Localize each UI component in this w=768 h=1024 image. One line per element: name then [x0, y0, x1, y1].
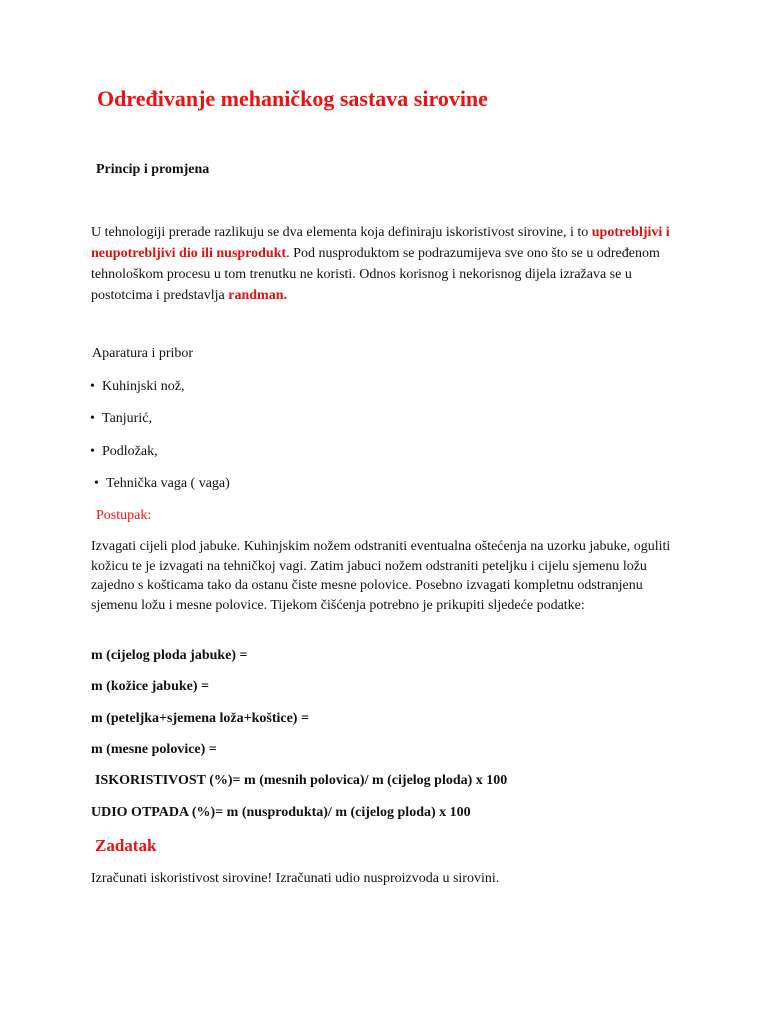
- yield-formula: ISKORISTIVOST (%)= m (mesnih polovica)/ m (cijelog ploda) x 100: [95, 773, 508, 788]
- measurement-line: m (peteljka+sjemena loža+koštice) =: [91, 711, 309, 726]
- intro-text-2: . Pod nusproduktom se podrazumijeva sve ono što se u određenom tehnološkom procesu u tom trenutku ne koristi. Odnos korisnog i nekorisnog dijela izražava se u postotcima i predstavlja: [91, 246, 660, 303]
- equipment-item-label: Kuhinjski nož,: [102, 379, 185, 394]
- waste-formula: UDIO OTPADA (%)= m (nusprodukta)/ m (cijelog ploda) x 100: [91, 805, 471, 820]
- procedure-paragraph: Izvagati cijeli plod jabuke. Kuhinjskim nožem odstraniti eventualna oštećenja na uzorku jabuke, oguliti kožicu te je izvagati na tehničkoj vagi. Zatim jabuci nožem odstraniti peteljku i cijelu sjemenu ložu zajedno s košticama tako da ostanu čiste mesne polovice. Posebno izvagati kompletnu odstranjenu sjemenu ložu i mesne polovice. Tijekom čišćenja potrebno je prikupiti sljedeće podatke:: [91, 539, 671, 613]
- task-text: Izračunati iskoristivost sirovine! Izračunati udio nusproizvoda u sirovini.: [91, 871, 500, 886]
- intro-highlight-byproduct: upotrebljivi i neupotrebljivi dio ili nusprodukt: [91, 225, 670, 261]
- equipment-item-label: Podložak,: [102, 444, 158, 459]
- intro-paragraph: [91, 222, 681, 306]
- equipment-heading: Aparatura i pribor: [92, 346, 194, 361]
- measurement-line: m (kožice jabuke) =: [91, 679, 210, 694]
- equipment-item-label: Tanjurić,: [102, 411, 152, 426]
- measurement-line: m (mesne polovice) =: [91, 742, 217, 757]
- bullet-icon: •: [90, 444, 95, 459]
- intro-text-1: U tehnologiji prerade razlikuju se dva elementa koja definiraju iskoristivost sirovine, i to: [91, 225, 592, 240]
- bullet-icon: •: [90, 411, 95, 426]
- intro-highlight-yield: randman.: [228, 288, 287, 303]
- equipment-item-label: Tehnička vaga ( vaga): [106, 476, 230, 491]
- task-heading: Zadatak: [95, 836, 157, 855]
- equipment-item: [90, 444, 158, 460]
- measurement-line: m (cijelog ploda jabuke) =: [91, 648, 248, 663]
- procedure-heading: Postupak:: [96, 508, 152, 523]
- bullet-icon: •: [94, 476, 99, 491]
- principle-heading: Princip i promjena: [96, 162, 210, 177]
- bullet-icon: •: [90, 379, 95, 394]
- equipment-item: [90, 411, 152, 427]
- equipment-item: [90, 379, 184, 395]
- document-title: Određivanje mehaničkog sastava sirovine: [97, 86, 488, 111]
- equipment-item: [94, 476, 230, 492]
